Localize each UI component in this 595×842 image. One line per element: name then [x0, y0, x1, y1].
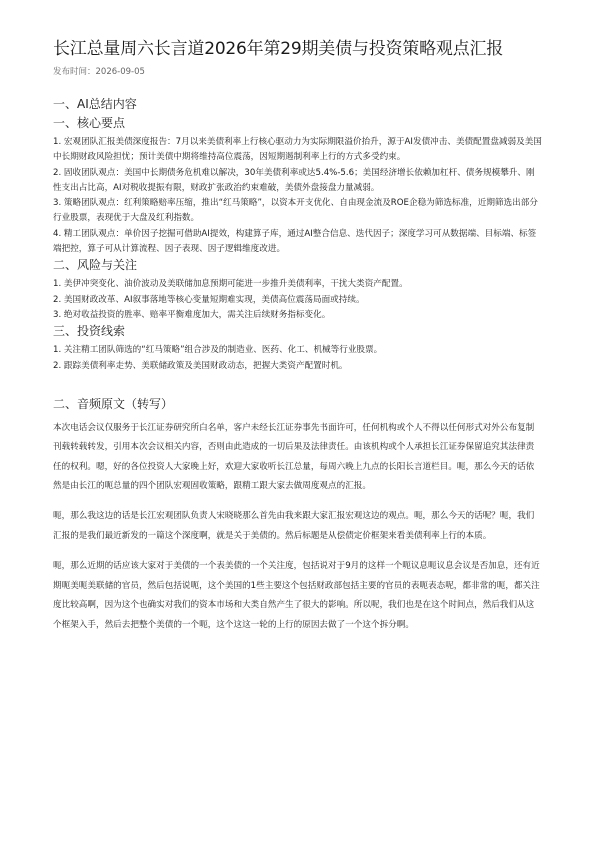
list-item: 2. 美国财政改革、AI叙事落地等核心变量短期难实现，美债高位震荡局面或持续。 [53, 294, 365, 305]
risk-heading: 二、风险与关注 [53, 258, 138, 273]
transcript-paragraph: 呃，那么我这边的话是长江宏观团队负责人宋晓晓那么首先由我来跟大家汇报宏观这边的观点。呃，那么今天的话呢？呃，我们汇报的是我们最近新发的一篇这个深度啊，就是关于美债的。然后标题是从偿债定价框架来看美债利率上行的本质。 [53, 511, 535, 541]
list-item: 4. 精工团队观点：单价因子挖掘可借助AI提效，构建算子库，通过AI整合信息、迭代因子；深度学习可从数据端、目标端、标签端把控，算子可从计算流程、因子表现、因子逻辑维度改进。 [53, 228, 537, 255]
document-title: 长江总量周六长言道2026年第29期美债与投资策略观点汇报 [53, 39, 504, 59]
transcript-paragraph: 本次电话会议仅服务于长江证券研究所白名单，客户未经长江证券事先书面许可，任何机构或个人不得以任何形式对外公布复制刊载转载转发，引用本次会议相关内容，否则由此造成的一切后果及法律责任。由该机构或个人承担长江证券保留追究其法律责任的权利。嗯，好的各位投资人大家晚上好，欢迎大家收听长江总量，每周六晚上九点的长阳长言道栏目。呃，那么今天的话依然是由长江的呃总量的四个团队宏观固收策略，跟精工跟大家去做周度观点的汇报。 [53, 422, 535, 492]
list-item: 2. 固收团队观点：美国中长期债务危机难以解决，30年美债利率或达5.4%-5.6；美国经济增长依赖加杠杆、债务规模攀升、刚性支出占比高，AI对税收提振有限，财政扩张政治约束难破，美债外盘接盘力量减弱。 [53, 167, 535, 193]
core-points-heading: 一、核心要点 [53, 116, 126, 130]
transcript-paragraph: 呃，那么近期的话应该大家对于美债的一个表美债的一个关注度，包括说对于9月的这样一个呃议息呃议息会议是否加息，还有近期呃美呃美联储的官员，然后包括说呃，这个美国的1些主要这个包括财政部包括主要的官员的表呃表态呢，都非常的呃，都关注度比较高啊，因为这个也确实对我们的资本市场和大类自然产生了很大的影响。所以呢，我们也是在这个时间点，然后我们从这个框架入手，然后去把整个美债的一个呃，这个这这一轮的上行的原因去做了一个这个拆分啊。 [53, 561, 540, 630]
publish-time: 发布时间：2026-09-05 [53, 67, 145, 77]
list-item: 3. 绝对收益投资的胜率、赔率平衡难度加大，需关注后续财务指标变化。 [53, 309, 331, 320]
core-points-list [53, 135, 542, 257]
list-item: 1. 美伊冲突变化、油价波动及美联储加息预期可能进一步推升美债利率，干扰大类资产配置。 [53, 279, 408, 290]
original-text-body [53, 419, 542, 635]
list-item: 1. 宏观团队汇报美债深度报告：7月以来美债利率上行核心驱动力为实际期限溢价抬升，源于AI发债冲击、美债配置盘减弱及美国中长期财政风险担忧；预计美债中期将维持高位震荡，因短期遏制利率上行的方式多受约束。 [53, 137, 542, 163]
original-text-heading: 二、音频原文（转写） [53, 396, 174, 411]
clues-list [53, 343, 542, 374]
list-item: 3. 策略团队观点：红利策略赔率压缩，推出“红马策略”，以资本开支优化、自由现金流及ROE企稳为筛选标准，近期筛选出部分行业股票，表现优于大盘及红利指数。 [53, 198, 538, 224]
list-item: 2. 跟踪美债利率走势、美联储政策及美国财政动态，把握大类资产配置时机。 [53, 360, 348, 371]
risk-list [53, 277, 542, 323]
ai-summary-heading: 一、AI总结内容 [53, 97, 137, 111]
clues-heading: 三、投资线索 [53, 324, 126, 339]
list-item: 1. 关注精工团队筛选的“红马策略”组合涉及的制造业、医药、化工、机械等行业股票。 [53, 345, 383, 356]
